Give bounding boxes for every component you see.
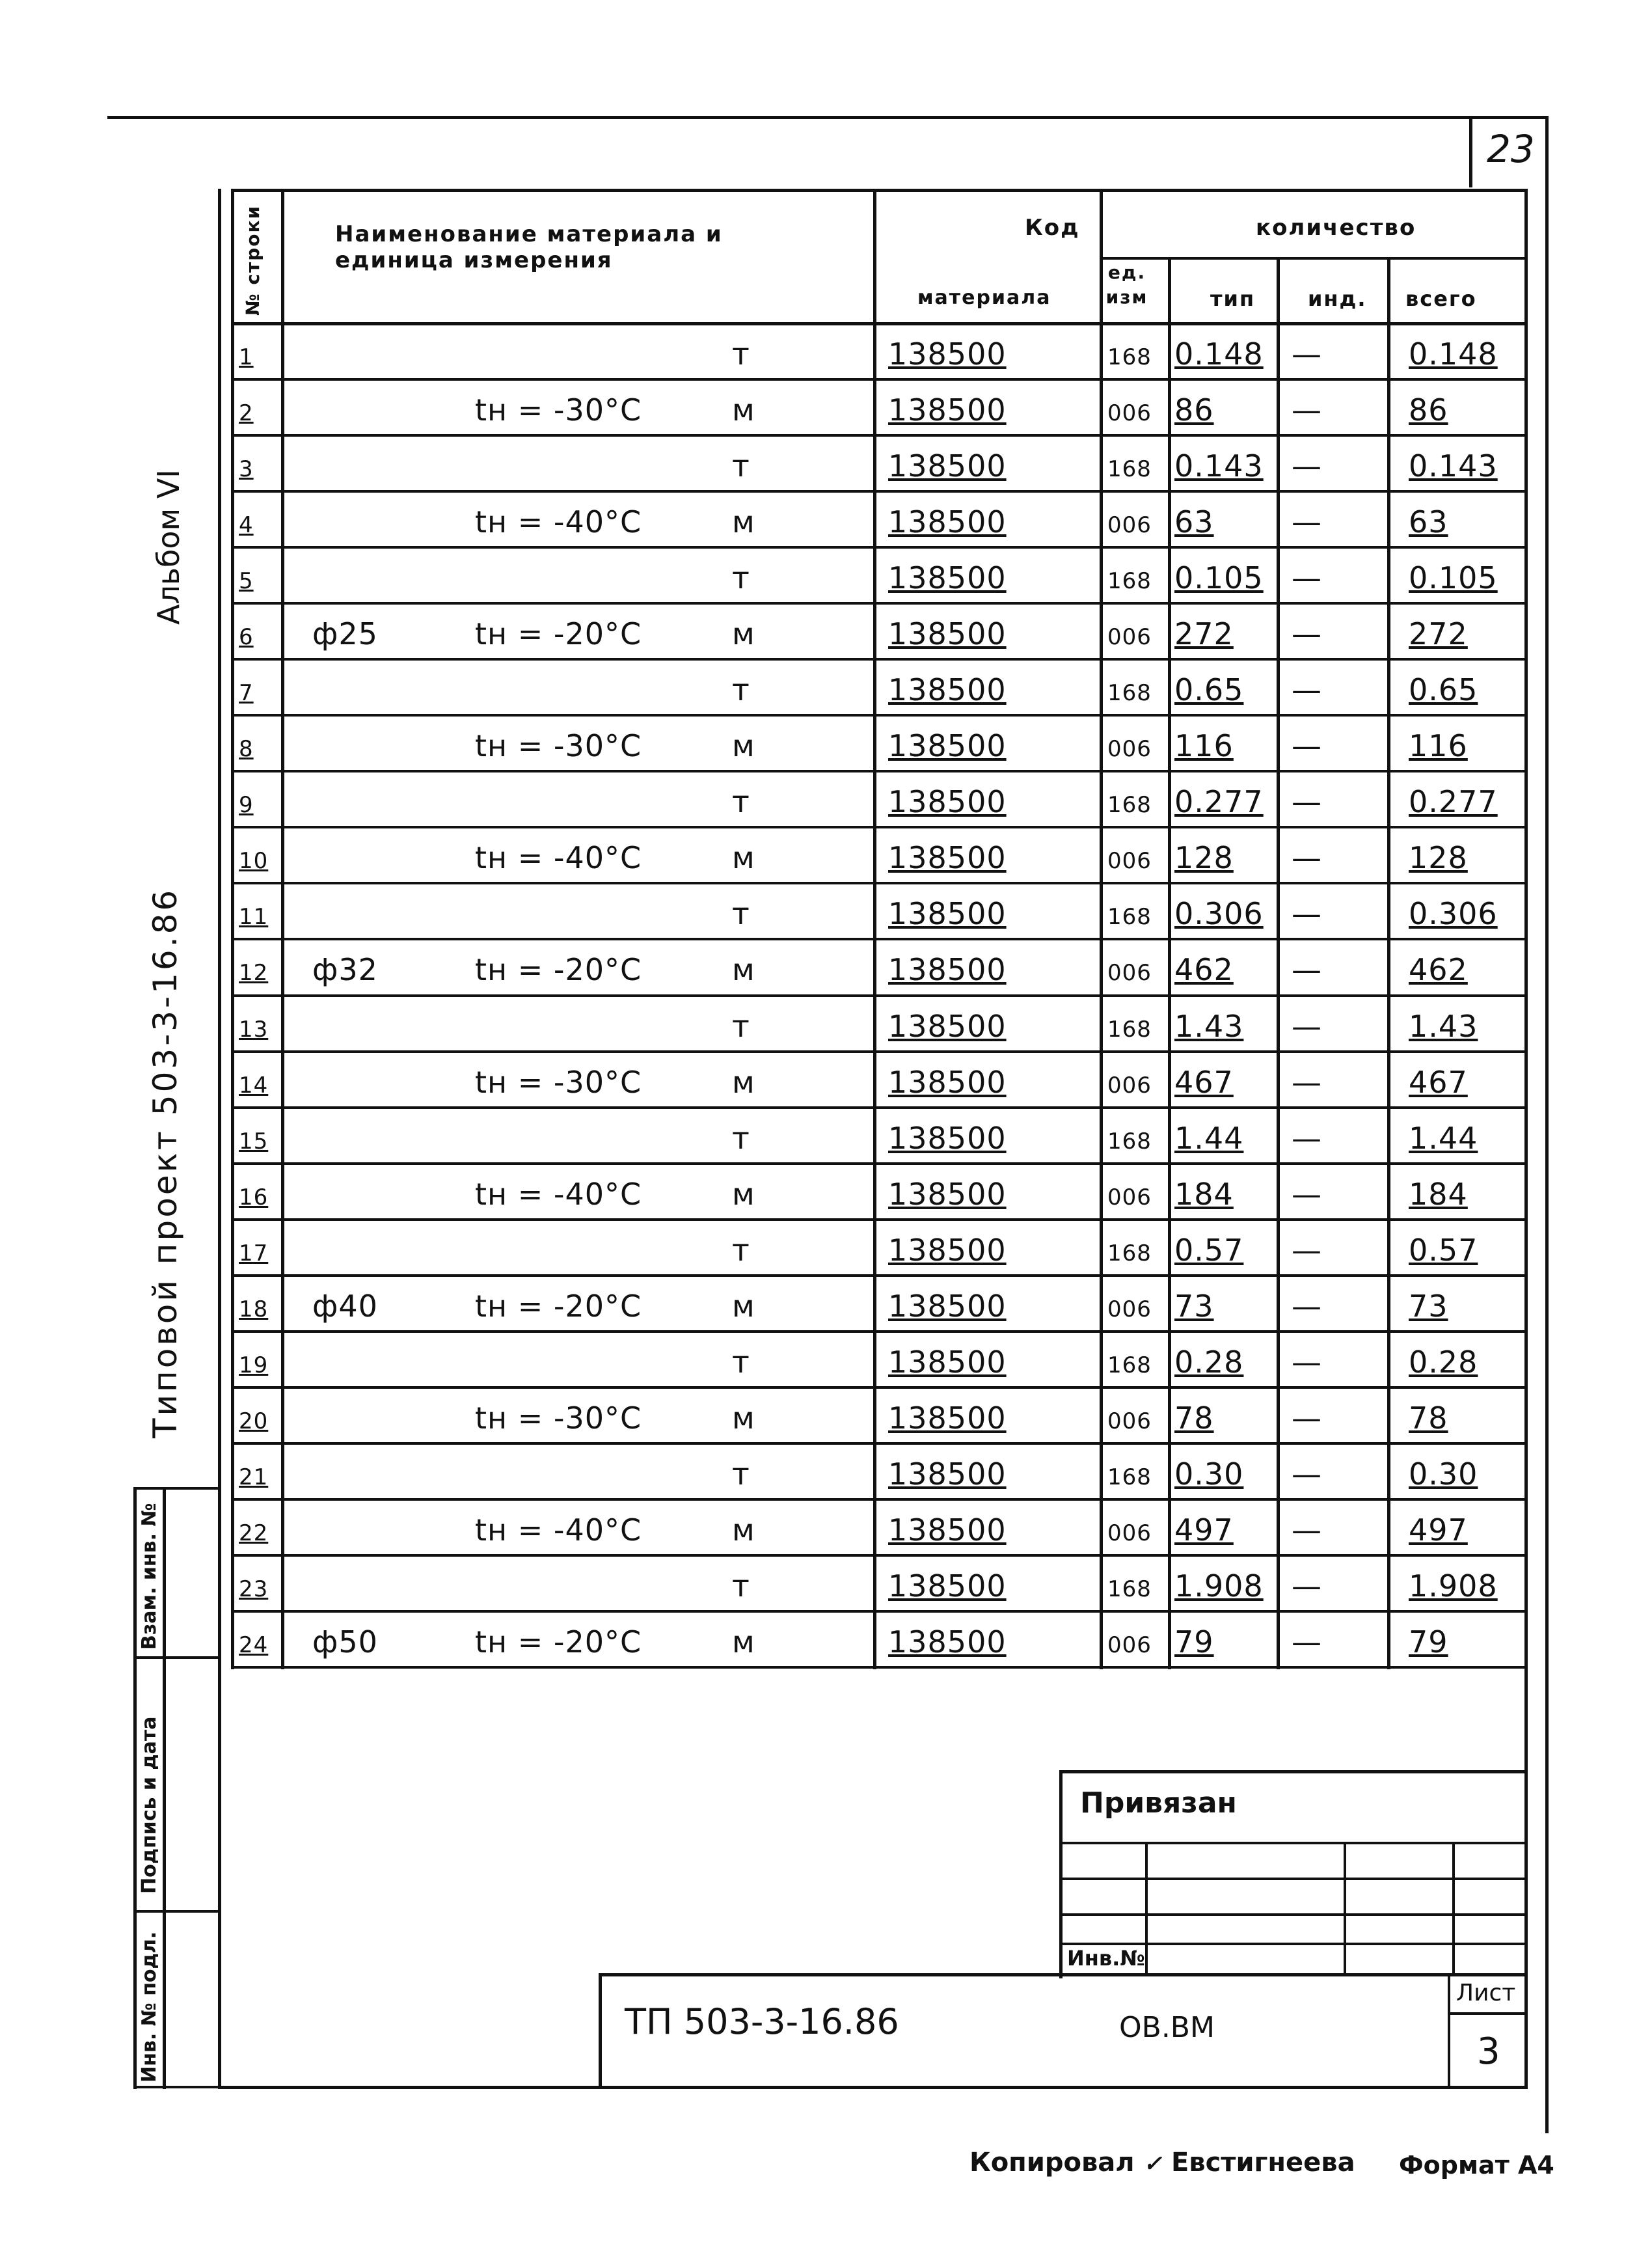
cell-unit: т: [732, 1345, 750, 1380]
row-rule: [231, 1666, 1528, 1669]
cell-code: 138500: [888, 1568, 1007, 1604]
cell-total: 0.105: [1409, 560, 1498, 595]
cell-total: 73: [1409, 1289, 1448, 1324]
field-signature-date: Подпись и дата: [138, 1716, 161, 1894]
cell-ind: —: [1292, 1065, 1321, 1100]
cell-tip: 116: [1174, 728, 1234, 763]
cell-tip: 78: [1174, 1400, 1214, 1436]
table-row: [0, 770, 1652, 826]
cell-no: 23: [239, 1576, 269, 1602]
cell-temp: tн = -30°С: [475, 728, 642, 763]
cell-ind: —: [1292, 336, 1321, 372]
header-subrule: [1100, 257, 1524, 260]
cell-ed: 168: [1107, 1240, 1152, 1266]
stamp-v2: [1344, 1842, 1346, 1975]
stamp-v1: [1145, 1842, 1148, 1975]
cell-ed: 006: [1107, 1073, 1152, 1099]
cell-dia: ф40: [312, 1289, 378, 1324]
cell-ed: 168: [1107, 792, 1152, 818]
cell-tip: 63: [1174, 504, 1214, 540]
cell-tip: 86: [1174, 392, 1214, 428]
cell-code: 138500: [888, 784, 1007, 819]
cell-total: 116: [1409, 728, 1468, 763]
cell-unit: т: [732, 1009, 750, 1044]
header-code-unit: [1094, 260, 1159, 310]
cell-code: 138500: [888, 392, 1007, 428]
cell-temp: tн = -20°С: [475, 952, 642, 987]
cell-temp: tн = -40°С: [475, 840, 642, 875]
cell-code: 138500: [888, 952, 1007, 987]
table-row: [0, 1554, 1652, 1610]
side-box-div2: [133, 1910, 218, 1913]
cell-no: 21: [239, 1464, 269, 1490]
stamp-h2: [1059, 1878, 1528, 1880]
stamp-h3: [1059, 1913, 1528, 1916]
table-row: [0, 1162, 1652, 1218]
cell-temp: tн = -20°С: [475, 1289, 642, 1324]
cell-temp: tн = -30°С: [475, 392, 642, 428]
cell-ind: —: [1292, 1624, 1321, 1660]
cell-code: 138500: [888, 504, 1007, 540]
cell-ed: 168: [1107, 456, 1152, 482]
cell-code: 138500: [888, 896, 1007, 931]
table-row: [0, 546, 1652, 602]
cell-unit: т: [732, 1568, 750, 1604]
cell-code: 138500: [888, 1009, 1007, 1044]
cell-no: 4: [239, 512, 254, 538]
cell-temp: tн = -30°С: [475, 1400, 642, 1436]
header-row-no: № строки: [242, 204, 264, 316]
cell-ed: 006: [1107, 400, 1152, 426]
cell-code: 138500: [888, 1065, 1007, 1100]
cell-ed: 006: [1107, 624, 1152, 650]
cell-ind: —: [1292, 1233, 1321, 1268]
cell-dia: ф50: [312, 1624, 378, 1660]
cell-unit: м: [732, 728, 755, 763]
cell-ed: 168: [1107, 1128, 1152, 1154]
cell-total: 497: [1409, 1512, 1468, 1548]
cell-tip: 1.43: [1174, 1009, 1244, 1044]
cell-ed: 168: [1107, 680, 1152, 706]
top-rule: [107, 116, 1545, 119]
cell-ind: —: [1292, 1345, 1321, 1380]
cell-tip: 128: [1174, 840, 1234, 875]
cell-total: 1.43: [1409, 1009, 1478, 1044]
field-inv-podl: Инв. № подл.: [138, 1931, 161, 2083]
table-row: [0, 1106, 1652, 1162]
cell-tip: 0.143: [1174, 448, 1264, 484]
cell-tip: 0.57: [1174, 1233, 1244, 1268]
table-row: [0, 1442, 1652, 1498]
cell-ind: —: [1292, 1568, 1321, 1604]
cell-no: 22: [239, 1520, 269, 1546]
cell-total: 1.908: [1409, 1568, 1498, 1604]
cell-ed: 006: [1107, 1296, 1152, 1322]
cell-temp: tн = -30°С: [475, 1065, 642, 1100]
cell-no: 6: [239, 624, 254, 650]
cell-ed: 006: [1107, 960, 1152, 986]
table-row: [0, 1218, 1652, 1274]
stamp-inv-no: Инв.№: [1067, 1946, 1145, 1971]
title-block-sheet-mid: [1448, 2012, 1528, 2015]
cell-ind: —: [1292, 448, 1321, 484]
cell-code: 138500: [888, 1345, 1007, 1380]
cell-code: 138500: [888, 672, 1007, 707]
cell-tip: 184: [1174, 1177, 1234, 1212]
cell-ed: 006: [1107, 512, 1152, 538]
header-code-material: материала: [917, 286, 1051, 309]
field-zam-inv: Взам. инв. №: [138, 1503, 161, 1650]
cell-unit: т: [732, 448, 750, 484]
page-number-box-left: [1469, 116, 1472, 187]
table-row: [0, 378, 1652, 434]
cell-no: 19: [239, 1352, 269, 1378]
cell-total: 272: [1409, 616, 1468, 651]
cell-ind: —: [1292, 1512, 1321, 1548]
header-qty-ind: инд.: [1308, 286, 1367, 311]
cell-ind: —: [1292, 1289, 1321, 1324]
table-row: [0, 1386, 1652, 1442]
cell-ind: —: [1292, 1456, 1321, 1492]
cell-no: 20: [239, 1408, 269, 1434]
cell-total: 78: [1409, 1400, 1448, 1436]
cell-total: 0.306: [1409, 896, 1498, 931]
header-name-text: Наименование материала и единица измерения: [335, 221, 723, 273]
cell-ind: —: [1292, 616, 1321, 651]
cell-tip: 0.65: [1174, 672, 1244, 707]
cell-total: 0.277: [1409, 784, 1498, 819]
page-number: 23: [1487, 127, 1535, 171]
cell-ed: 168: [1107, 1464, 1152, 1490]
cell-no: 12: [239, 960, 269, 986]
cell-ind: —: [1292, 1121, 1321, 1156]
cell-no: 7: [239, 680, 254, 706]
cell-ed: 006: [1107, 1520, 1152, 1546]
table-row: [0, 1330, 1652, 1386]
title-block-sheet-no: 3: [1477, 2030, 1500, 2073]
cell-no: 24: [239, 1632, 269, 1658]
cell-ed: 006: [1107, 848, 1152, 874]
cell-unit: т: [732, 784, 750, 819]
cell-no: 1: [239, 344, 254, 370]
cell-unit: т: [732, 896, 750, 931]
cell-ed: 006: [1107, 736, 1152, 762]
album-label: Альбом VI: [151, 469, 186, 625]
cell-no: 3: [239, 456, 254, 482]
cell-ind: —: [1292, 1177, 1321, 1212]
footer-signature-mark: ✓: [1143, 2151, 1162, 2177]
cell-total: 1.44: [1409, 1121, 1478, 1156]
cell-tip: 73: [1174, 1289, 1214, 1324]
cell-no: 11: [239, 904, 269, 930]
table-row: [0, 938, 1652, 994]
cell-ind: —: [1292, 504, 1321, 540]
cell-code: 138500: [888, 1121, 1007, 1156]
cell-tip: 272: [1174, 616, 1234, 651]
cell-code: 138500: [888, 1456, 1007, 1492]
cell-total: 0.28: [1409, 1345, 1478, 1380]
cell-unit: м: [732, 1065, 755, 1100]
cell-no: 2: [239, 400, 254, 426]
cell-ind: —: [1292, 392, 1321, 428]
table-row: [0, 658, 1652, 714]
cell-unit: т: [732, 336, 750, 372]
cell-tip: 462: [1174, 952, 1234, 987]
cell-ind: —: [1292, 1400, 1321, 1436]
cell-tip: 0.306: [1174, 896, 1264, 931]
cell-code: 138500: [888, 1177, 1007, 1212]
title-block-sheet-label: Лист: [1456, 1980, 1516, 2006]
cell-code: 138500: [888, 336, 1007, 372]
cell-ind: —: [1292, 728, 1321, 763]
cell-unit: м: [732, 1400, 755, 1436]
project-label: Типовой проект 503-3-16.86: [146, 887, 184, 1438]
table-row: [0, 1274, 1652, 1330]
header-quantity: количество: [1256, 215, 1416, 241]
title-block-sheet-code: ОВ.ВМ: [1119, 2011, 1215, 2044]
cell-tip: 0.28: [1174, 1345, 1244, 1380]
cell-no: 8: [239, 736, 254, 762]
frame-top: [231, 189, 1528, 192]
title-block-sheet-left: [1448, 1973, 1450, 2089]
table-row: [0, 322, 1652, 378]
cell-no: 10: [239, 848, 269, 874]
cell-tip: 0.30: [1174, 1456, 1244, 1492]
cell-code: 138500: [888, 1400, 1007, 1436]
cell-tip: 497: [1174, 1512, 1234, 1548]
cell-temp: tн = -40°С: [475, 1177, 642, 1212]
cell-code: 138500: [888, 840, 1007, 875]
cell-total: 0.148: [1409, 336, 1498, 372]
cell-tip: 0.277: [1174, 784, 1264, 819]
title-block-doc-code: ТП 503-3-16.86: [625, 2001, 899, 2042]
cell-total: 79: [1409, 1624, 1448, 1660]
cell-code: 138500: [888, 560, 1007, 595]
stamp-h1: [1059, 1842, 1528, 1844]
cell-tip: 1.44: [1174, 1121, 1244, 1156]
header-code-unit-text: ед. изм: [1105, 262, 1148, 308]
cell-unit: т: [732, 1121, 750, 1156]
cell-total: 467: [1409, 1065, 1468, 1100]
cell-temp: tн = -40°С: [475, 504, 642, 540]
cell-code: 138500: [888, 1289, 1007, 1324]
side-box-bottom: [133, 2086, 218, 2088]
cell-total: 0.65: [1409, 672, 1478, 707]
cell-no: 13: [239, 1017, 269, 1043]
cell-total: 184: [1409, 1177, 1468, 1212]
header-qty-total: всего: [1405, 286, 1477, 311]
cell-tip: 0.105: [1174, 560, 1264, 595]
cell-no: 16: [239, 1184, 269, 1210]
footer-copied-label: Копировал: [969, 2148, 1135, 2178]
cell-tip: 1.908: [1174, 1568, 1264, 1604]
cell-unit: м: [732, 1624, 755, 1660]
cell-unit: м: [732, 392, 755, 428]
cell-no: 9: [239, 792, 254, 818]
cell-ed: 168: [1107, 904, 1152, 930]
cell-ed: 168: [1107, 344, 1152, 370]
stamp-left: [1059, 1770, 1063, 1978]
cell-total: 86: [1409, 392, 1448, 428]
cell-total: 462: [1409, 952, 1468, 987]
cell-unit: т: [732, 1456, 750, 1492]
cell-ind: —: [1292, 560, 1321, 595]
stamp-h4: [1059, 1943, 1528, 1945]
cell-code: 138500: [888, 616, 1007, 651]
cell-ed: 168: [1107, 568, 1152, 594]
cell-tip: 0.148: [1174, 336, 1264, 372]
cell-total: 0.143: [1409, 448, 1498, 484]
cell-temp: tн = -20°С: [475, 1624, 642, 1660]
table-row: [0, 994, 1652, 1050]
title-block-top: [599, 1973, 1528, 1976]
stamp-top: [1059, 1770, 1528, 1773]
table-row: [0, 826, 1652, 882]
header-qty-type: тип: [1210, 286, 1256, 311]
footer-format: Формат А4: [1399, 2151, 1554, 2179]
cell-no: 15: [239, 1128, 269, 1154]
cell-unit: м: [732, 616, 755, 651]
cell-code: 138500: [888, 728, 1007, 763]
cell-code: 138500: [888, 448, 1007, 484]
cell-total: 0.57: [1409, 1233, 1478, 1268]
cell-total: 63: [1409, 504, 1448, 540]
table-row: [0, 490, 1652, 546]
cell-unit: м: [732, 1289, 755, 1324]
cell-ed: 168: [1107, 1017, 1152, 1043]
cell-unit: м: [732, 1512, 755, 1548]
cell-no: 14: [239, 1073, 269, 1099]
cell-total: 0.30: [1409, 1456, 1478, 1492]
table-row: [0, 714, 1652, 770]
cell-temp: tн = -40°С: [475, 1512, 642, 1548]
cell-unit: м: [732, 1177, 755, 1212]
cell-code: 138500: [888, 1624, 1007, 1660]
cell-unit: т: [732, 672, 750, 707]
stamp-privyazan: Привязан: [1080, 1786, 1237, 1820]
stamp-v3: [1452, 1842, 1455, 1975]
cell-no: 17: [239, 1240, 269, 1266]
cell-ed: 006: [1107, 1632, 1152, 1658]
cell-ind: —: [1292, 840, 1321, 875]
table-row: [0, 602, 1652, 658]
cell-tip: 79: [1174, 1624, 1214, 1660]
cell-no: 18: [239, 1296, 269, 1322]
cell-tip: 467: [1174, 1065, 1234, 1100]
cell-no: 5: [239, 568, 254, 594]
cell-code: 138500: [888, 1512, 1007, 1548]
cell-unit: м: [732, 952, 755, 987]
cell-ed: 168: [1107, 1576, 1152, 1602]
cell-unit: т: [732, 560, 750, 595]
cell-ed: 006: [1107, 1408, 1152, 1434]
table-row: [0, 1050, 1652, 1106]
cell-ed: 006: [1107, 1184, 1152, 1210]
cell-unit: м: [732, 840, 755, 875]
cell-ind: —: [1292, 784, 1321, 819]
cell-temp: tн = -20°С: [475, 616, 642, 651]
table-row: [0, 434, 1652, 490]
table-row: [0, 1610, 1652, 1666]
cell-ind: —: [1292, 672, 1321, 707]
cell-dia: ф25: [312, 616, 378, 651]
cell-ind: —: [1292, 1009, 1321, 1044]
header-code: Код: [1025, 215, 1080, 241]
cell-dia: ф32: [312, 952, 378, 987]
cell-ed: 168: [1107, 1352, 1152, 1378]
table-row: [0, 1498, 1652, 1554]
cell-ind: —: [1292, 952, 1321, 987]
cell-unit: м: [732, 504, 755, 540]
cell-unit: т: [732, 1233, 750, 1268]
footer-copied: [969, 2148, 1355, 2178]
frame-bottom: [218, 2086, 1528, 2089]
cell-total: 128: [1409, 840, 1468, 875]
title-block-left: [599, 1973, 602, 2089]
footer-signature: Евстигнеева: [1171, 2148, 1355, 2178]
cell-code: 138500: [888, 1233, 1007, 1268]
cell-ind: —: [1292, 896, 1321, 931]
header-name: [335, 221, 752, 273]
table-row: [0, 882, 1652, 938]
